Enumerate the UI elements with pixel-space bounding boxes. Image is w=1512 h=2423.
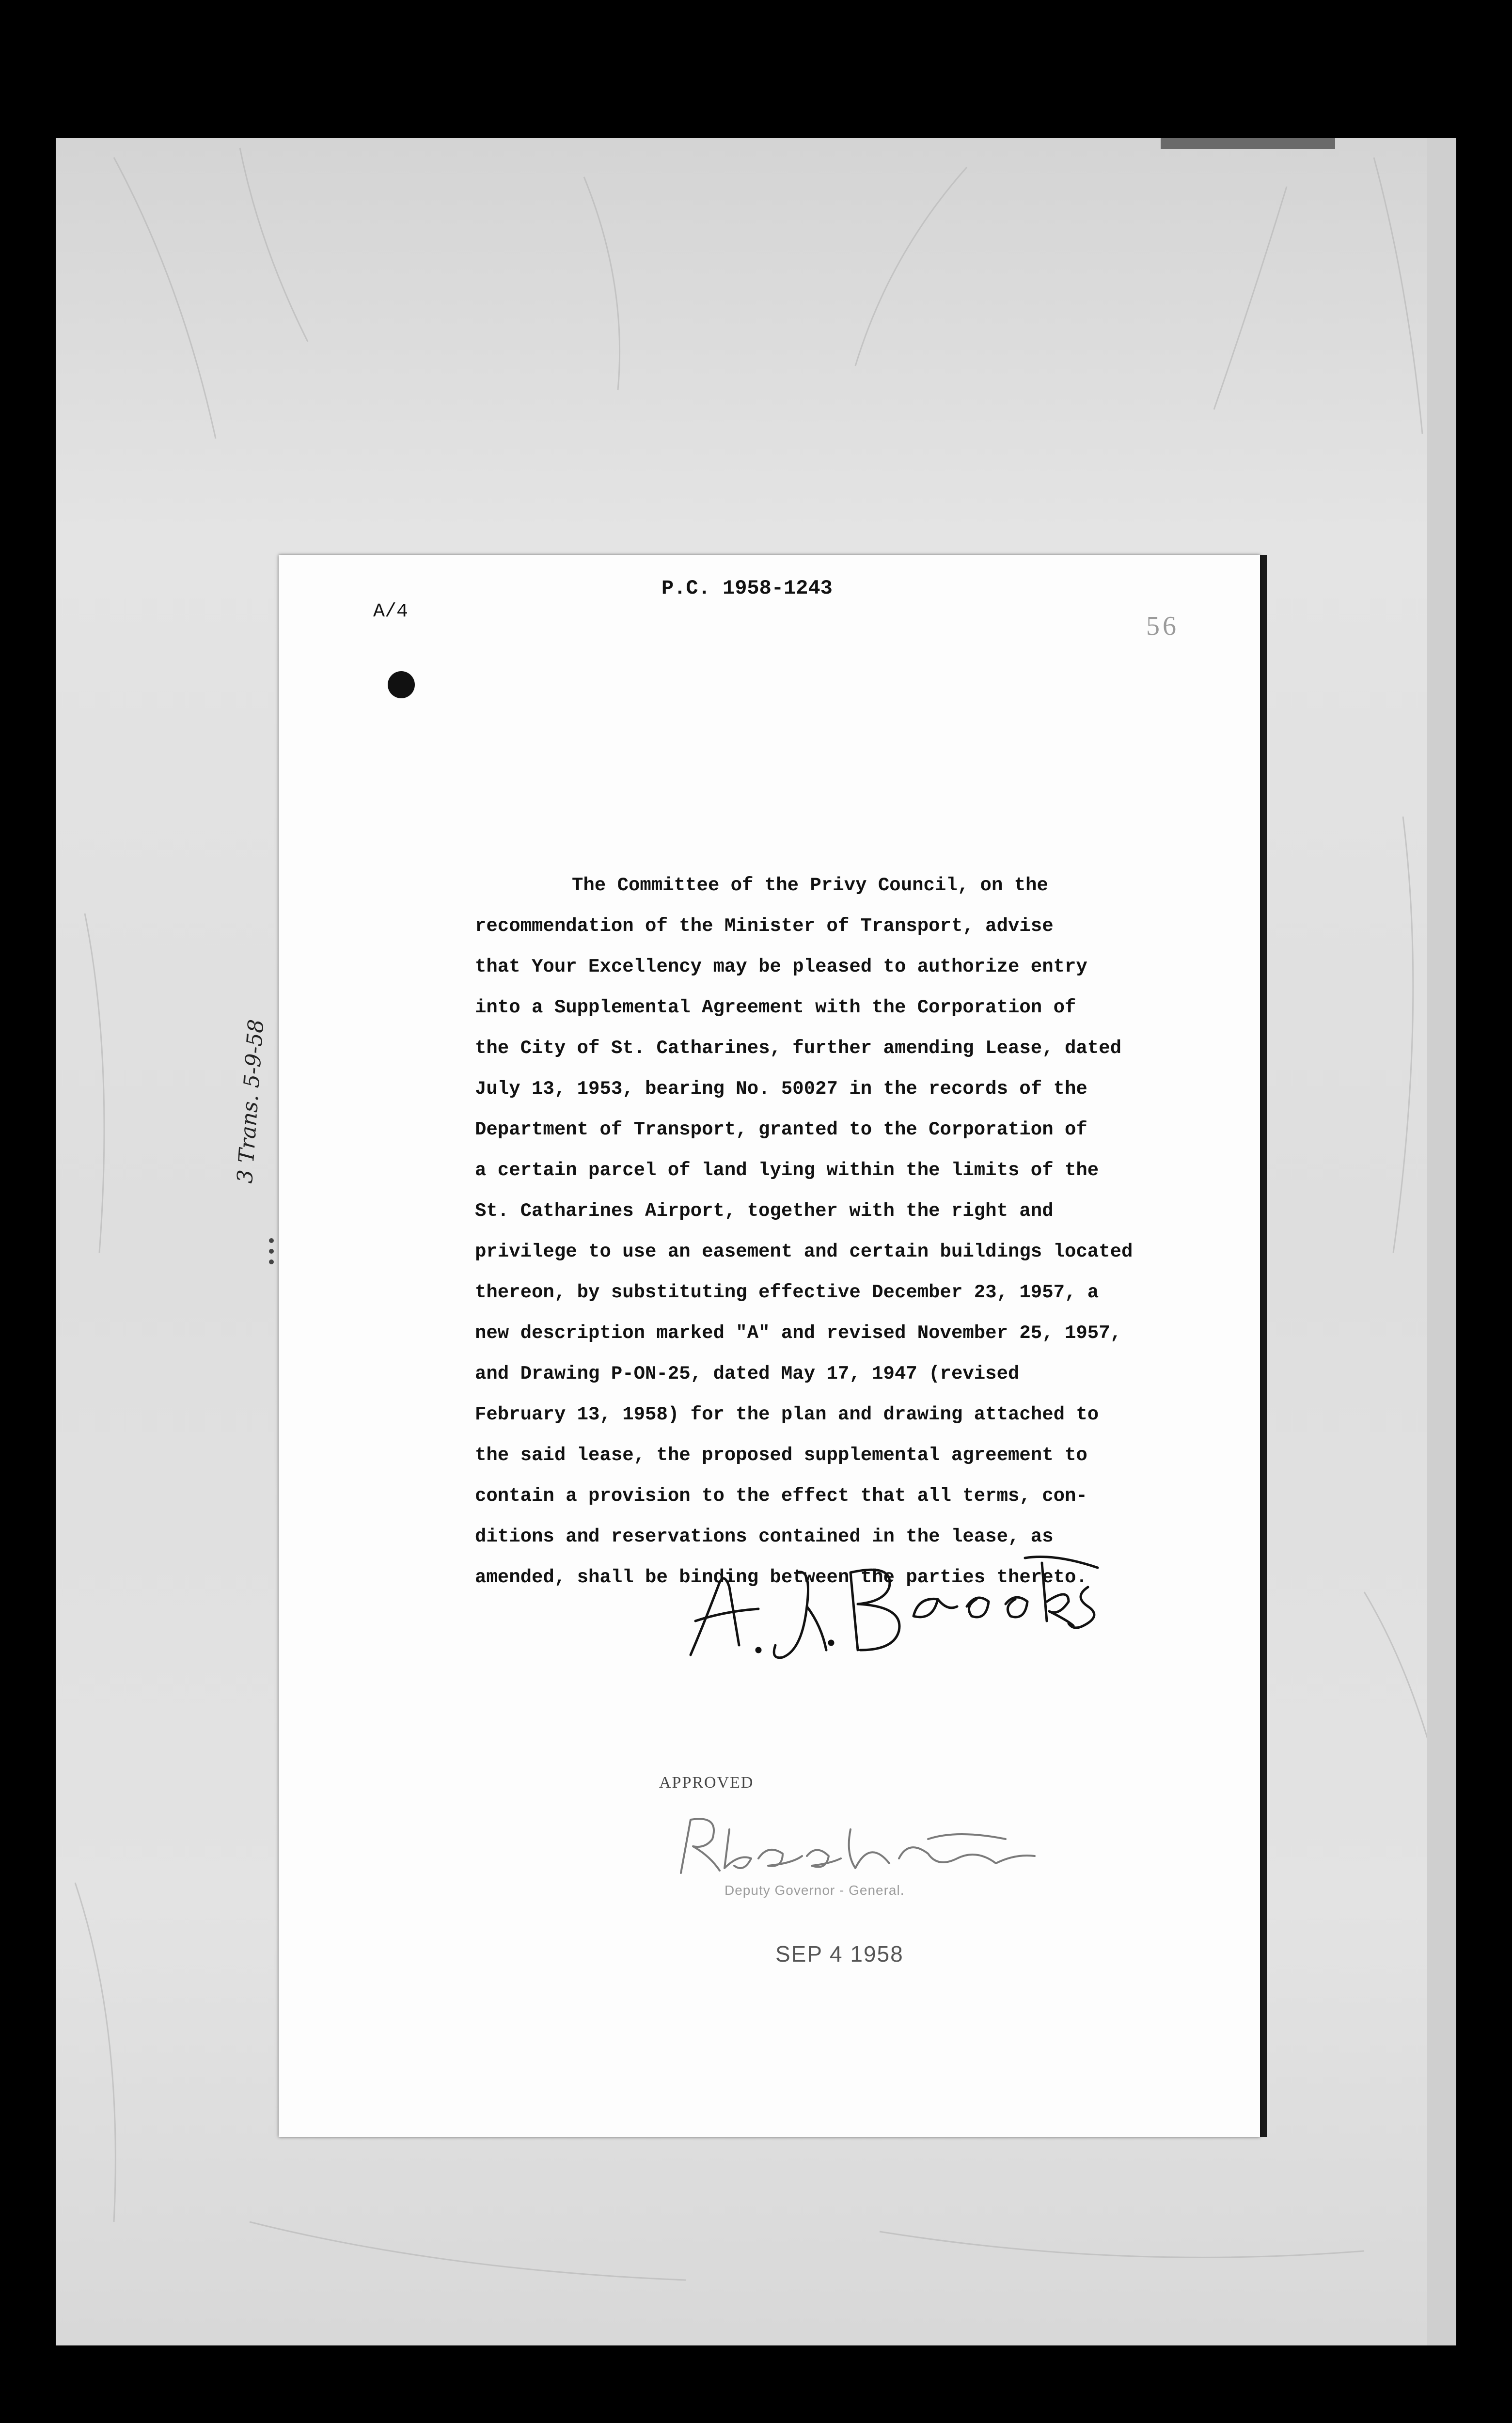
order-text-line: contain a provision to the effect that all terms, con-: [475, 1485, 1087, 1507]
page-shadow-edge: [1260, 555, 1267, 2137]
order-text-line: recommendation of the Minister of Transport, advise: [475, 915, 1054, 937]
order-text-line: the said lease, the proposed supplemental agreement to: [475, 1445, 1087, 1466]
order-text-line: July 13, 1953, bearing No. 50027 in the records of the: [475, 1078, 1087, 1100]
order-text-line: into a Supplemental Agreement with the Corporation of: [475, 997, 1076, 1018]
order-text-line: and Drawing P-ON-25, dated May 17, 1947 (revised: [475, 1363, 1020, 1385]
order-text-line: new description marked "A" and revised November 25, 1957,: [475, 1322, 1122, 1344]
governor-title: Deputy Governor - General.: [724, 1883, 905, 1898]
file-mark: A/4: [373, 601, 409, 623]
clerk-signature: [686, 1553, 1151, 1669]
order-text-line: the City of St. Catharines, further amending Lease, dated: [475, 1038, 1122, 1059]
order-text-line: February 13, 1958) for the plan and drawing attached to: [475, 1404, 1099, 1425]
margin-annotation: 3 Trans. 5-9-58: [233, 1018, 269, 1184]
order-text-line: Department of Transport, granted to the Corporation of: [475, 1119, 1087, 1140]
order-text-line: thereon, by substituting effective December 23, 1957, a: [475, 1282, 1099, 1303]
order-text-line: St. Catharines Airport, together with the right and: [475, 1200, 1054, 1222]
governor-signature: [666, 1810, 1064, 1883]
punch-hole: [388, 671, 415, 698]
approval-date-stamp: SEP 4 1958: [775, 1941, 904, 1967]
order-number: P.C. 1958-1243: [662, 577, 833, 600]
approved-label: APPROVED: [659, 1774, 754, 1792]
order-in-council-page: [279, 555, 1260, 2137]
order-text-line: privilege to use an easement and certain buildings located: [475, 1241, 1133, 1262]
order-text-line: that Your Excellency may be pleased to authorize entry: [475, 956, 1087, 977]
order-text-line: The Committee of the Privy Council, on the: [572, 875, 1048, 896]
margin-dots: [267, 1236, 276, 1274]
order-text: [475, 865, 1250, 1598]
page-number: 56: [1146, 611, 1179, 641]
order-text-line: ditions and reservations contained in the lease, as: [475, 1526, 1054, 1547]
order-text-line: amended, shall be binding between the parties thereto.: [475, 1567, 1087, 1588]
order-text-line: a certain parcel of land lying within the limits of the: [475, 1160, 1099, 1181]
